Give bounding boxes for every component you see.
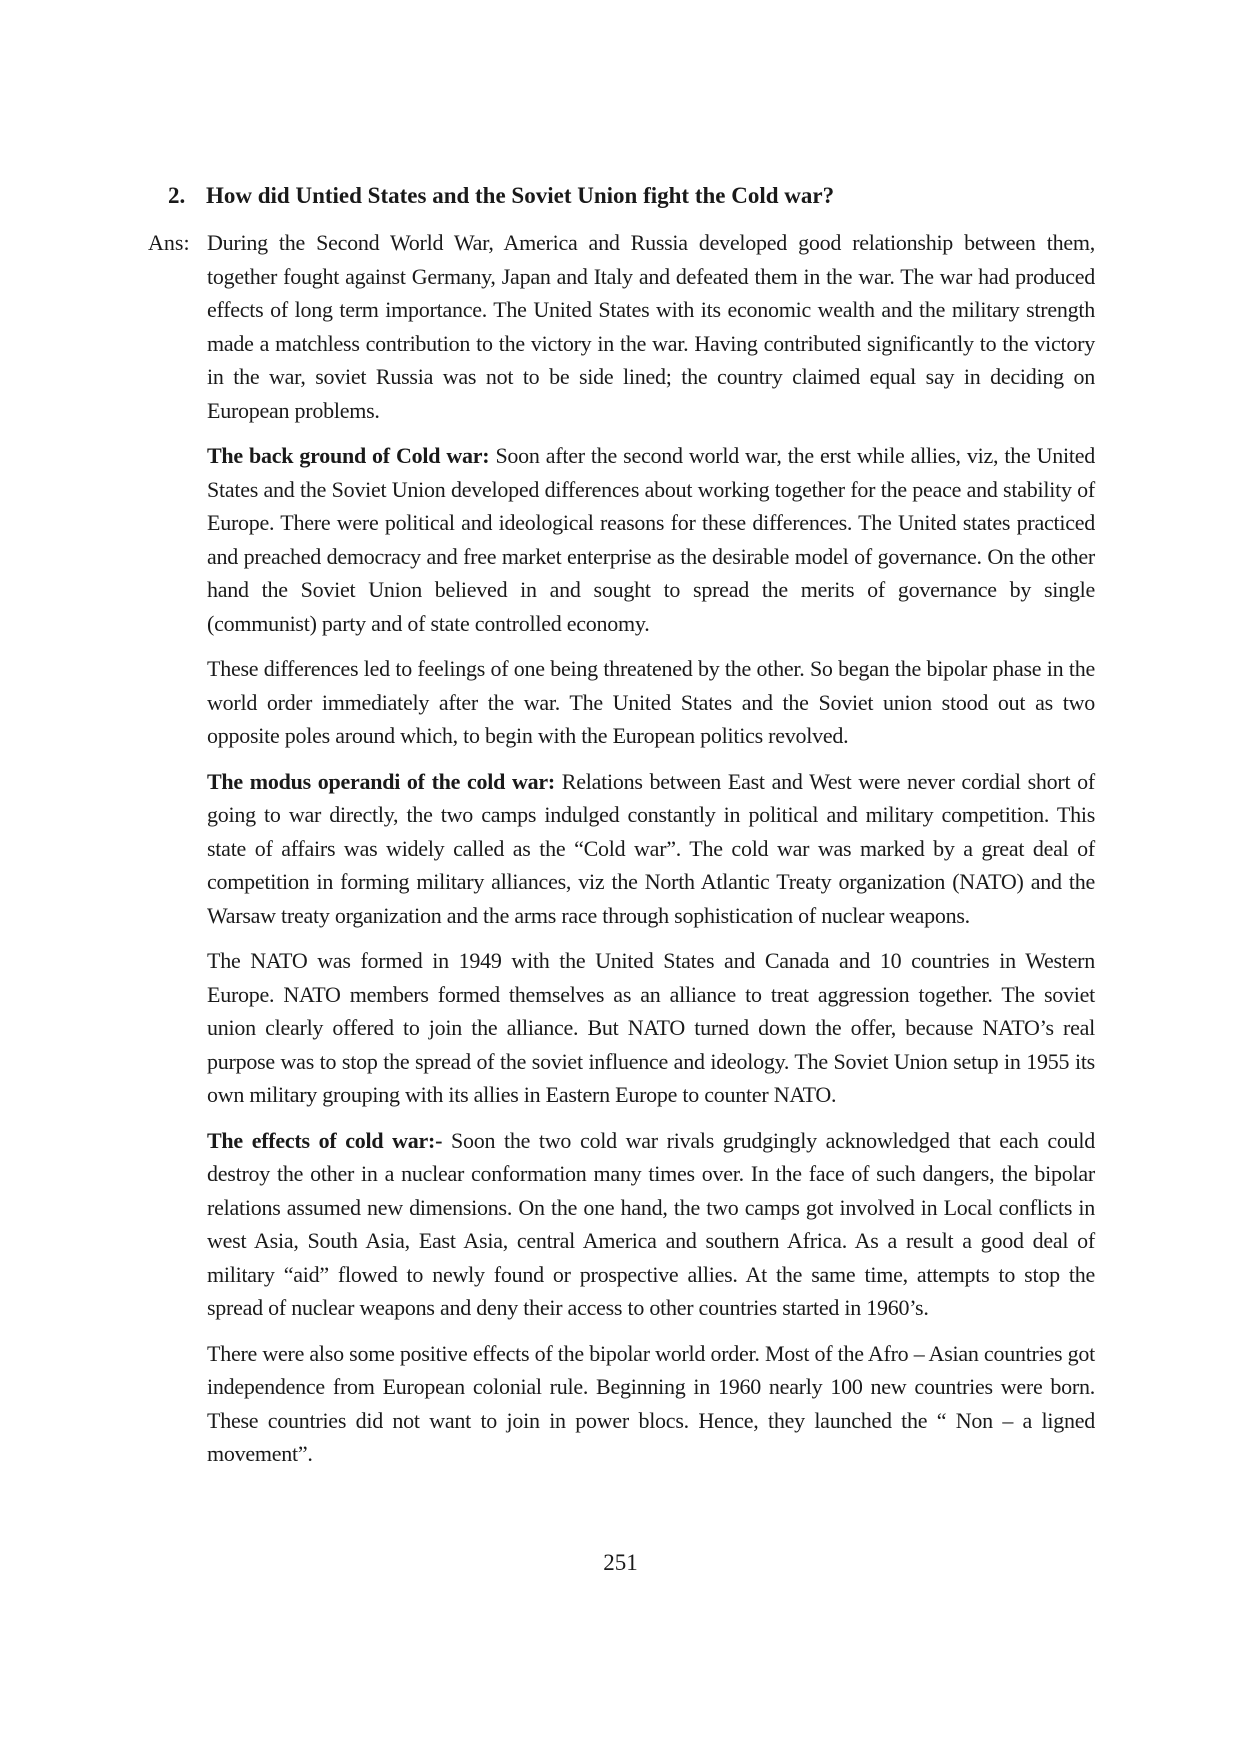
- paragraph-effects: [207, 1124, 1095, 1325]
- paragraph-text: Soon the two cold war rivals grudgingly acknowledged that each could destroy the other in a nuclear conformation many times over. In the face of such dangers, the bipolar relations assumed new dimensions. On the one hand, the two camps got involved in Local conflicts in west Asia, South Asia, East Asia, central America and southern Africa. As a result a good deal of military “aid” flowed to newly found or prospective allies. At the same time, attempts to stop the spread of nuclear weapons and deny their access to other countries started in 1960’s.: [207, 1127, 1095, 1320]
- paragraph-wartime-relations: [207, 226, 1095, 427]
- paragraph-text: These differences led to feelings of one being threatened by the other. So began the bipolar phase in the world order immediately after the war. The United States and the Soviet union stood out as two opposite poles around which, to begin with the European politics revolved.: [207, 656, 1095, 748]
- page-number: 251: [603, 1550, 638, 1575]
- paragraph-nato: [207, 944, 1095, 1112]
- answer-body: [207, 226, 1095, 1483]
- paragraph-text: There were also some positive effects of the bipolar world order. Most of the Afro – Asian countries got independence from European colonial rule. Beginning in 1960 nearly 100 new countries were born. These countries did not want to join in power blocs. Hence, they launched the “ Non – a ligned movement”.: [207, 1340, 1095, 1466]
- paragraph-background: [207, 439, 1095, 640]
- answer-label: Ans:: [148, 230, 190, 255]
- paragraph-text: Relations between East and West were never cordial short of going to war directly, the two camps indulged constantly in political and military competition. This state of affairs was widely called as the “Cold war”. The cold war was marked by a great deal of competition in forming military alliances, viz the North Atlantic Treaty organization (NATO) and the Warsaw treaty organization and the arms race through sophistication of nuclear weapons.: [207, 768, 1095, 928]
- section-heading-modus-operandi: The modus operandi of the cold war:: [207, 768, 555, 794]
- question-number: 2.: [168, 183, 186, 208]
- question-text: How did Untied States and the Soviet Union fight the Cold war?: [206, 183, 835, 208]
- paragraph-text: Soon after the second world war, the erst while allies, viz, the United States and the Soviet Union developed differences about working together for the peace and stability of Europe. There were political and ideological reasons for these differences. The United states practiced and preached democracy and free market enterprise as the desirable model of governance. On the other hand the Soviet Union believed in and sought to spread the merits of governance by single (communist) party and of state controlled economy.: [207, 443, 1095, 636]
- paragraph-positive-effects: [207, 1337, 1095, 1471]
- paragraph-bipolar-phase: [207, 652, 1095, 753]
- paragraph-text: The NATO was formed in 1949 with the United States and Canada and 10 countries in Western Europe. NATO members formed themselves as an alliance to treat aggression together. The soviet union clearly offered to join the alliance. But NATO turned down the offer, because NATO’s real purpose was to stop the spread of the soviet influence and ideology. The Soviet Union setup in 1955 its own military grouping with its allies in Eastern Europe to counter NATO.: [207, 948, 1095, 1107]
- section-heading-effects: The effects of cold war:-: [207, 1127, 443, 1153]
- paragraph-text: During the Second World War, America and Russia developed good relationship between them, together fought against Germany, Japan and Italy and defeated them in the war. The war had produced effects of long term importance. The United States with its economic wealth and the military strength made a matchless contribution to the victory in the war. Having contributed significantly to the victory in the war, soviet Russia was not to be side lined; the country claimed equal say in deciding on European problems.: [207, 230, 1095, 423]
- section-heading-background: The back ground of Cold war:: [207, 443, 490, 468]
- question-heading: [168, 180, 1088, 212]
- paragraph-modus-operandi: [207, 765, 1095, 933]
